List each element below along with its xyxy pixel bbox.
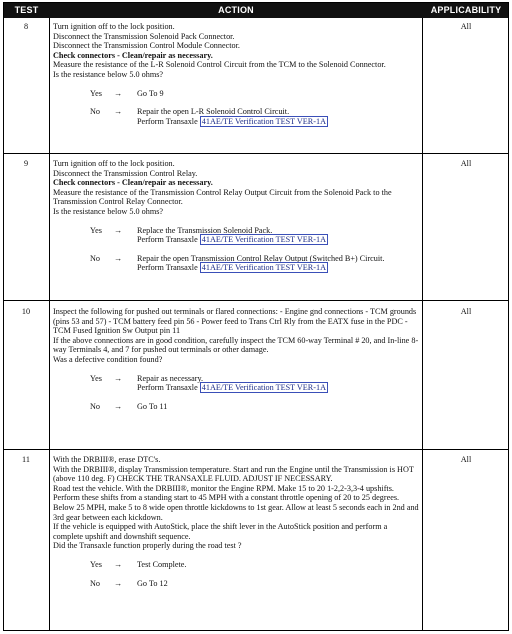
row-divider	[4, 153, 508, 154]
column-divider	[49, 18, 50, 630]
step-text: Disconnect the Transmission Solenoid Pack Connector.	[53, 31, 235, 41]
yes-result: Replace the Transmission Solenoid Pack.	[137, 225, 273, 235]
question-text: Is the resistance below 5.0 ohms?	[53, 206, 164, 216]
no-option	[53, 254, 419, 273]
perform-text: Perform Transaxle	[137, 263, 198, 273]
yes-result-verification	[137, 383, 419, 393]
yes-option	[53, 560, 419, 570]
column-divider	[422, 18, 423, 630]
no-result-verification	[137, 263, 419, 273]
verification-test-link[interactable]: 41AE/TE Verification TEST VER-1A	[201, 263, 327, 273]
yes-label: Yes	[90, 559, 102, 569]
check-connectors-text: Check connectors - Clean/repair as necessary.	[53, 178, 213, 188]
arrow-icon: →	[114, 253, 123, 263]
no-option	[53, 579, 419, 589]
step-text: Measure the resistance of the L-R Solenoid Control Circuit from the TCM to the Solenoid Connector.	[53, 60, 386, 70]
yes-label: Yes	[90, 373, 102, 383]
action-text	[53, 22, 419, 126]
verification-test-link[interactable]: 41AE/TE Verification TEST VER-1A	[201, 116, 327, 126]
no-result: Go To 11	[137, 401, 168, 411]
arrow-icon: →	[114, 107, 123, 117]
diagnostic-test-table	[3, 2, 509, 631]
yes-option	[53, 374, 419, 393]
no-result: Repair the open Transmission Control Relay Output (Switched B+) Circuit.	[137, 253, 385, 263]
arrow-icon: →	[114, 88, 123, 98]
header-test: TEST	[14, 5, 39, 15]
verification-test-link[interactable]: 41AE/TE Verification TEST VER-1A	[201, 383, 327, 393]
step-text: Measure the resistance of the Transmission Control Relay Output Circuit from the Solenoid Pack to the Transmission Control Relay Connector.	[53, 187, 392, 207]
row-divider	[4, 449, 508, 450]
applicability-value: All	[460, 159, 472, 168]
arrow-icon: →	[114, 373, 123, 383]
yes-result: Go To 9	[137, 88, 164, 98]
no-result: Go To 12	[137, 578, 168, 588]
perform-text: Perform Transaxle	[137, 235, 198, 245]
test-number: 9	[23, 159, 29, 168]
table-header	[4, 3, 508, 18]
verification-test-link[interactable]: 41AE/TE Verification TEST VER-1A	[201, 235, 327, 245]
no-label: No	[90, 401, 101, 411]
step-text: With the DRBIII®, erase DTC's.	[53, 455, 161, 464]
arrow-icon: →	[114, 578, 123, 588]
perform-text: Perform Transaxle	[137, 383, 198, 393]
step-text: If the above connections are in good condition, carefully inspect the TCM 60-way Terminal # 20, and In-line 8-way Terminals 4, and 7 for pushed out terminals or other damage.	[53, 335, 419, 355]
no-option	[53, 107, 419, 126]
no-label: No	[90, 578, 101, 588]
check-connectors-text: Check connectors - Clean/repair as necessary.	[53, 50, 213, 60]
no-option	[53, 402, 419, 412]
applicability-value: All	[460, 455, 472, 464]
arrow-icon: →	[114, 401, 123, 411]
action-text	[53, 455, 419, 588]
test-number: 10	[21, 307, 31, 316]
step-text: Road test the vehicle. With the DRBIII®, monitor the Engine RPM. Make 15 to 20 1-2,2-3,3-4 upshifts. Perform these shifts from a standing start to 45 MPH with a constant throttle opening of 20 to 25 degrees.	[53, 483, 400, 503]
yes-result-verification	[137, 235, 419, 245]
arrow-icon: →	[114, 559, 123, 569]
yes-option	[53, 226, 419, 245]
question-text: Is the resistance below 5.0 ohms?	[53, 69, 164, 79]
step-text: Turn ignition off to the lock position.	[53, 22, 175, 31]
no-label: No	[90, 253, 101, 263]
step-text: Below 25 MPH, make 5 to 8 wide open throttle kickdowns to 1st gear. Allow at least 5 seconds each in 2nd and 3rd gear between each kickdown.	[53, 502, 419, 522]
yes-result: Repair as necessary.	[137, 373, 204, 383]
question-text: Did the Transaxle function properly during the road test ?	[53, 541, 242, 551]
header-applicability: APPLICABILITY	[430, 5, 502, 15]
test-number: 11	[22, 455, 30, 464]
no-result-verification	[137, 117, 419, 127]
step-text: Inspect the following for pushed out terminals or flared connections: - Engine gnd connections - TCM grounds (pins 53 and 57) - TCM battery feed pin 56 - Power feed to Trans Ctrl Rly from the EATX fuse in the PDC - TCM Fused Ignition Sw Output pin 11	[53, 307, 417, 336]
yes-option	[53, 89, 419, 99]
no-result: Repair the open L-R Solenoid Control Circuit.	[137, 107, 290, 117]
yes-label: Yes	[90, 225, 102, 235]
step-text: With the DRBIII®, display Transmission temperature. Start and run the Engine until the Transmission is HOT (above 110 deg. F) CHECK THE TRANSAXLE FLUID. ADJUST IF NECESSARY.	[53, 464, 414, 484]
row-divider	[4, 300, 508, 301]
action-text	[53, 159, 419, 273]
action-text	[53, 307, 419, 411]
applicability-value: All	[460, 307, 472, 316]
perform-text: Perform Transaxle	[137, 116, 198, 126]
step-text: Turn ignition off to the lock position.	[53, 159, 175, 168]
yes-result: Test Complete.	[137, 559, 187, 569]
step-text: Disconnect the Transmission Control Module Connector.	[53, 41, 240, 51]
step-text: If the vehicle is equipped with AutoStick, place the shift lever in the AutoStick position and perform a complete upshift and downshift sequence.	[53, 522, 388, 541]
arrow-icon: →	[114, 225, 123, 235]
no-label: No	[90, 107, 101, 117]
question-text: Was a defective condition found?	[53, 354, 163, 364]
header-action: ACTION	[218, 5, 254, 15]
test-number: 8	[23, 22, 29, 31]
step-text: Disconnect the Transmission Control Relay.	[53, 168, 198, 178]
applicability-value: All	[460, 22, 472, 31]
yes-label: Yes	[90, 88, 102, 98]
